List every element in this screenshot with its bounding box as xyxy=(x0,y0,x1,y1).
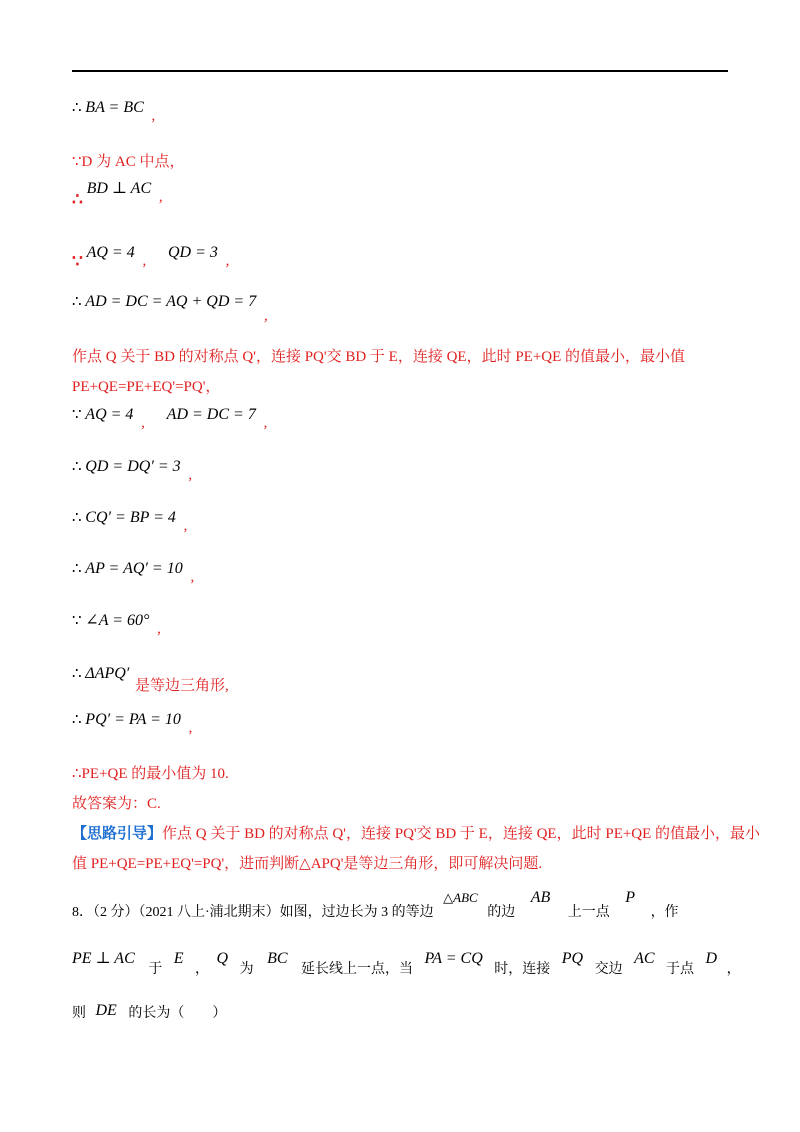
therefore-symbol: ∴ xyxy=(72,561,82,577)
therefore-symbol: ∴ xyxy=(72,666,82,682)
header-rule xyxy=(72,70,728,72)
math-expression: BA = BC xyxy=(85,99,144,116)
solution-line-8 xyxy=(72,405,268,431)
question-text: ， xyxy=(195,962,210,977)
question-text: 于点 xyxy=(666,962,695,977)
therefore-symbol: ∴ xyxy=(72,294,82,310)
solution-line-15 xyxy=(72,762,229,783)
therefore-symbol: ∴ xyxy=(72,190,83,209)
solution-line-16 xyxy=(72,792,161,813)
solution-text: ∴PE+QE 的最小值为 10. xyxy=(72,766,229,782)
math-expression: ∠A = 60° xyxy=(85,612,150,629)
question-line-3 xyxy=(72,1000,226,1020)
math-expression: QD = DQ′ = 3 xyxy=(85,458,181,475)
math-expression: PQ xyxy=(561,950,584,967)
solution-line-5 xyxy=(72,292,268,324)
math-expression: AC xyxy=(634,950,655,967)
comma: , xyxy=(263,415,268,431)
question-text: 交边 xyxy=(594,962,623,977)
math-expression: AB xyxy=(530,889,551,906)
solution-line-10 xyxy=(72,508,188,534)
comma: , xyxy=(141,415,145,431)
therefore-symbol: ∴ xyxy=(72,510,82,526)
comma: , xyxy=(263,308,268,324)
question-line-2 xyxy=(72,948,741,977)
solution-line-14 xyxy=(72,710,193,736)
math-expression: PQ′ = PA = 10 xyxy=(85,711,181,728)
question-text: 为 xyxy=(239,962,254,977)
comma: , xyxy=(183,518,188,534)
solution-line-7 xyxy=(72,375,220,396)
math-expression: BD ⊥ AC xyxy=(86,180,152,197)
hint-tag: 【思路引导】 xyxy=(72,826,163,842)
comma: , xyxy=(190,569,195,585)
comma: , xyxy=(158,189,163,205)
comma: , xyxy=(151,108,156,124)
because-symbol: ∵ xyxy=(72,407,82,423)
solution-line-3 xyxy=(72,178,163,209)
solution-line-13 xyxy=(72,662,229,694)
because-symbol: ∵ xyxy=(72,613,82,629)
therefore-symbol: ∴ xyxy=(72,712,82,728)
question-text: 的长为（ ） xyxy=(128,1006,227,1021)
therefore-symbol: ∴ xyxy=(72,459,82,475)
question-line-1 xyxy=(72,889,679,920)
solution-line-4 xyxy=(72,242,230,271)
math-expression: P xyxy=(625,889,636,906)
solution-line-18 xyxy=(72,852,542,873)
answer-text: 故答案为：C. xyxy=(72,796,161,812)
solution-line-12 xyxy=(72,610,161,637)
question-text: 于 xyxy=(148,962,163,977)
because-symbol: ∵ xyxy=(72,252,83,271)
math-expression: PE ⊥ AC xyxy=(72,950,135,967)
question-text: 的边 xyxy=(487,905,516,920)
math-expression: Q xyxy=(216,950,229,967)
solution-text: PE+QE=PE+EQ'=PQ'， xyxy=(72,379,221,395)
math-expression: E xyxy=(173,950,184,967)
comma: , xyxy=(188,467,193,483)
hint-text: 值 PE+QE=PE+EQ'=PQ'，进而判断△APQ'是等边三角形，即可解决问题. xyxy=(72,856,543,872)
comma: , xyxy=(157,621,161,637)
solution-line-2 xyxy=(72,150,184,171)
math-expression: D xyxy=(705,950,718,967)
math-expression: PA = CQ xyxy=(424,950,483,967)
question-text: 上一点 xyxy=(567,905,610,920)
math-expression: AD = DC = 7 xyxy=(166,406,256,423)
therefore-symbol: ∴ xyxy=(72,100,82,116)
question-text: 延长线上一点，当 xyxy=(301,962,414,977)
solution-line-6 xyxy=(72,345,685,366)
solution-line-11 xyxy=(72,559,195,585)
comma: , xyxy=(142,253,147,269)
math-expression: AP = AQ′ = 10 xyxy=(85,560,183,577)
math-expression: AQ = 4 xyxy=(86,244,135,261)
math-expression: △ABC xyxy=(443,890,478,905)
math-expression: QD = 3 xyxy=(167,244,218,261)
question-text: 8．（2 分）（2021 八上·浦北期末）如图，过边长为 3 的等边 xyxy=(72,905,434,920)
math-expression: DE xyxy=(95,1002,117,1019)
math-expression: CQ′ = BP = 4 xyxy=(85,509,176,526)
question-text: ， xyxy=(726,962,741,977)
solution-text: 是等边三角形, xyxy=(135,678,229,694)
question-text: ，作 xyxy=(650,905,679,920)
solution-line-1 xyxy=(72,98,156,124)
solution-line-17 xyxy=(72,822,760,843)
math-expression: AQ = 4 xyxy=(85,406,134,423)
solution-text: ∵D 为 AC 中点， xyxy=(72,154,185,170)
solution-text: 作点 Q 关于 BD 的对称点 Q'，连接 PQ'交 BD 于 E，连接 QE，此时 PE+QE 的值最小，最小值 xyxy=(72,349,686,365)
comma: , xyxy=(188,720,193,736)
question-text: 则 xyxy=(72,1006,86,1021)
solution-line-9 xyxy=(72,457,193,483)
math-expression: ΔAPQ′ xyxy=(85,665,130,682)
question-text: 时，连接 xyxy=(494,962,551,977)
math-expression: AD = DC = AQ + QD = 7 xyxy=(85,293,257,310)
comma: , xyxy=(225,253,230,269)
hint-text: 作点 Q 关于 BD 的对称点 Q'，连接 PQ'交 BD 于 E，连接 QE，此时 PE+QE 的值最小，最小 xyxy=(162,826,761,842)
math-expression: BC xyxy=(267,950,288,967)
